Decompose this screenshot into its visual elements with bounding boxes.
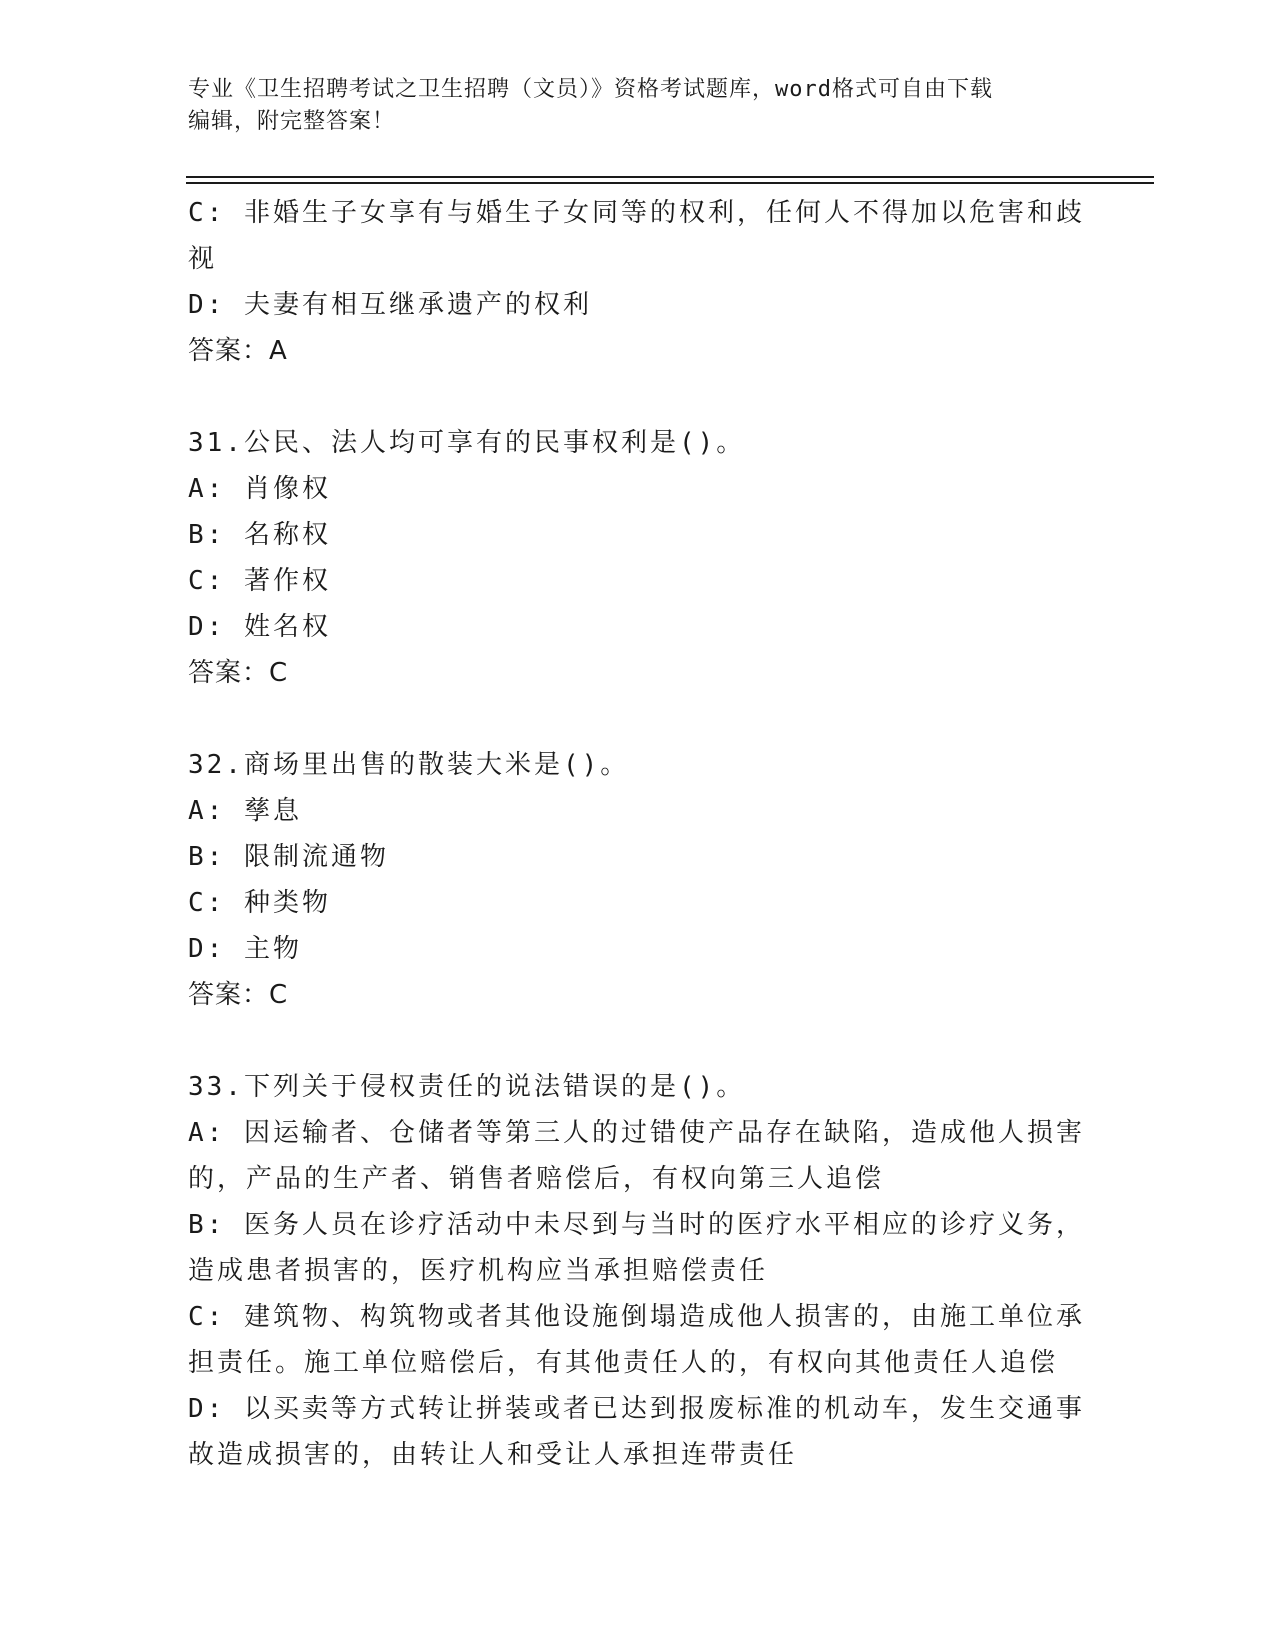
header-divider-bottom: [186, 182, 1154, 184]
option-a-continued: 的，产品的生产者、销售者赔偿后，有权向第三人追偿: [188, 1164, 885, 1194]
option-c: C: 建筑物、构筑物或者其他设施倒塌造成他人损害的，由施工单位承: [188, 1302, 1085, 1332]
option-d: D: 主物: [188, 934, 302, 964]
option-c: C: 著作权: [188, 566, 331, 596]
question-stem: 33.下列关于侵权责任的说法错误的是()。: [188, 1072, 746, 1102]
question-33: [188, 1064, 1088, 1478]
question-32: [188, 742, 1088, 1018]
option-c: C: 非婚生子女享有与婚生子女同等的权利，任何人不得加以危害和歧: [188, 198, 1085, 228]
option-b: B: 名称权: [188, 520, 331, 550]
answer: 答案：C: [188, 980, 289, 1010]
spacer: [188, 374, 1088, 420]
header-divider-top: [186, 176, 1154, 178]
option-d-continued: 故造成损害的，由转让人和受让人承担连带责任: [188, 1440, 798, 1470]
option-c-continued: 视: [188, 244, 218, 274]
option-a: A: 孳息: [188, 796, 302, 826]
document-body: [188, 190, 1088, 1478]
option-b: B: 限制流通物: [188, 842, 389, 872]
option-b-continued: 造成患者损害的，医疗机构应当承担赔偿责任: [188, 1256, 769, 1286]
option-b: B: 医务人员在诊疗活动中未尽到与当时的医疗水平相应的诊疗义务，: [188, 1210, 1085, 1240]
option-d: D: 姓名权: [188, 612, 331, 642]
answer: 答案：A: [188, 336, 288, 366]
question-31: [188, 420, 1088, 696]
option-a: A: 因运输者、仓储者等第三人的过错使产品存在缺陷，造成他人损害: [188, 1118, 1085, 1148]
option-d: D: 夫妻有相互继承遗产的权利: [188, 290, 592, 320]
option-a: A: 肖像权: [188, 474, 331, 504]
option-d: D: 以买卖等方式转让拼装或者已达到报废标准的机动车，发生交通事: [188, 1394, 1085, 1424]
header-line-1: 专业《卫生招聘考试之卫生招聘（文员）》资格考试题库，word格式可自由下载: [188, 77, 993, 102]
answer: 答案：C: [188, 658, 289, 688]
question-stem: 32.商场里出售的散装大米是()。: [188, 750, 630, 780]
prev-question: [188, 190, 1088, 374]
header-line-2: 编辑，附完整答案！: [188, 109, 396, 134]
spacer: [188, 1018, 1088, 1064]
option-c-continued: 担责任。施工单位赔偿后，有其他责任人的，有权向其他责任人追偿: [188, 1348, 1059, 1378]
document-header: [188, 74, 1068, 138]
question-stem: 31.公民、法人均可享有的民事权利是()。: [188, 428, 746, 458]
spacer: [188, 696, 1088, 742]
option-c: C: 种类物: [188, 888, 331, 918]
